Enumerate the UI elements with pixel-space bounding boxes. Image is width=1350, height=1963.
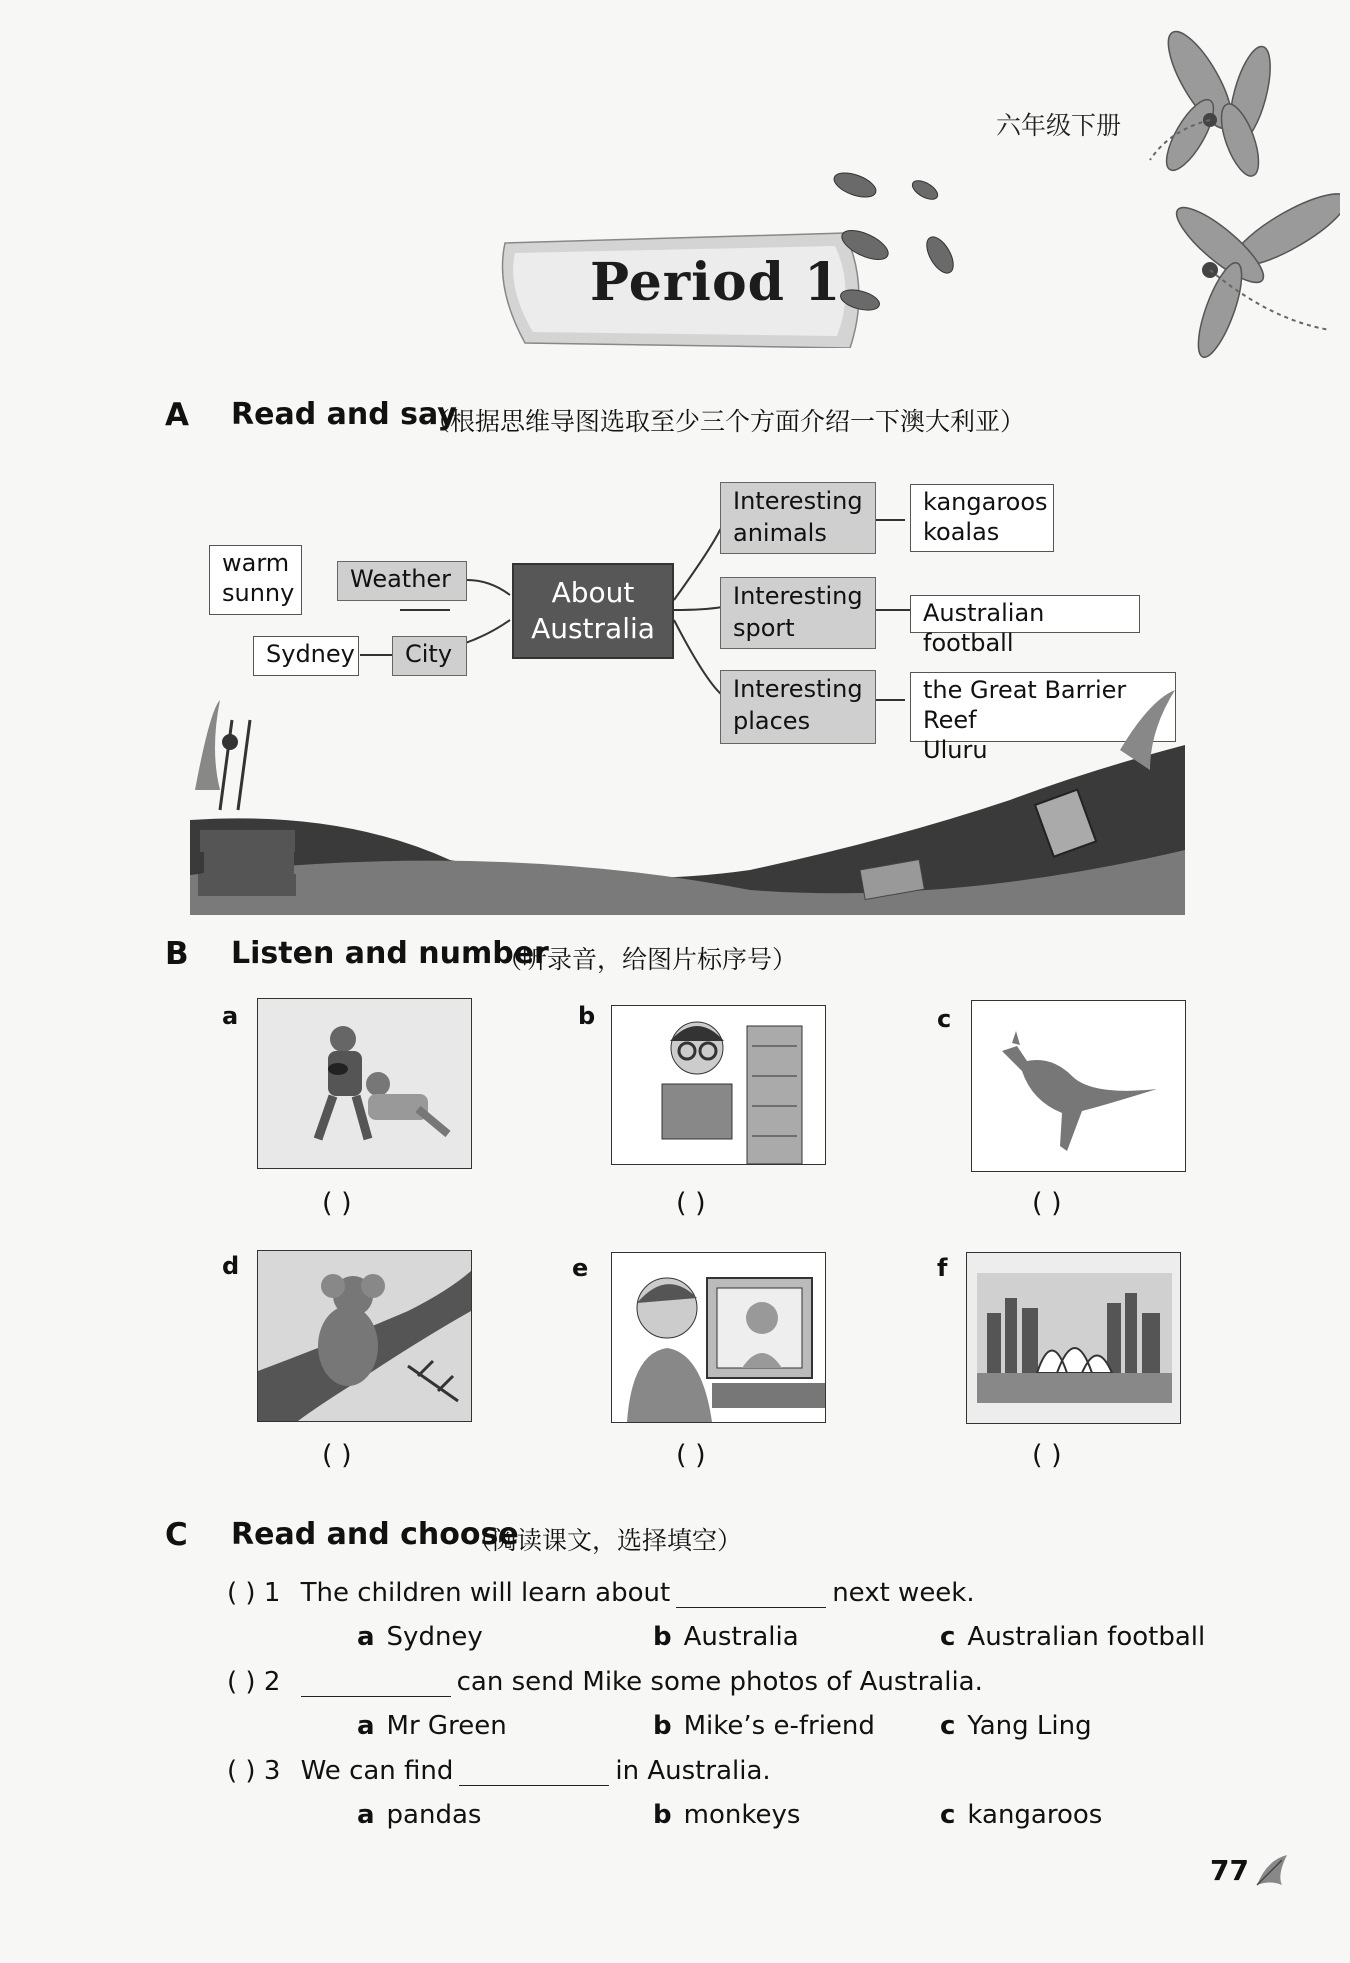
picture-b-reading <box>611 1005 826 1165</box>
picture-b-paren: ( ) <box>676 1188 706 1219</box>
question-3-blank[interactable] <box>459 1761 609 1786</box>
sport-value: Australian football <box>923 599 1045 657</box>
center-line-about: About <box>551 576 635 609</box>
option-letter: a <box>357 1800 375 1830</box>
place-value-uluru: Uluru <box>923 736 988 764</box>
option-text: Australia <box>683 1622 799 1652</box>
picture-a-paren: ( ) <box>322 1188 352 1219</box>
fish-decoration <box>815 160 985 330</box>
city-label: City <box>405 640 453 668</box>
question-2-after: can send Mike some photos of Australia. <box>456 1667 983 1697</box>
animal-value-koalas: koalas <box>923 518 1000 546</box>
animals-line1: Interesting <box>733 487 863 515</box>
option-text: Australian football <box>967 1622 1206 1652</box>
places-line2: places <box>733 707 811 735</box>
section-a-letter: A <box>165 397 189 433</box>
picture-a-rugby <box>257 998 472 1169</box>
option-letter: b <box>653 1711 672 1741</box>
sport-line2: sport <box>733 614 795 642</box>
question-1 <box>227 1578 975 1608</box>
sport-line1: Interesting <box>733 582 863 610</box>
picture-c-kangaroo <box>971 1000 1186 1172</box>
section-a-title: Read and say <box>231 397 457 432</box>
section-a-subtitle: （根据思维导图选取至少三个方面介绍一下澳大利亚） <box>425 407 1026 436</box>
option-text: Mr Green <box>386 1711 507 1741</box>
section-b-letter: B <box>165 936 189 972</box>
option-letter: c <box>940 1622 956 1652</box>
picture-d-paren: ( ) <box>322 1440 352 1471</box>
section-c-letter: C <box>165 1517 188 1553</box>
picture-f-letter: f <box>937 1254 948 1282</box>
animal-value-kangaroos: kangaroos <box>923 488 1048 516</box>
option-letter: b <box>653 1622 672 1652</box>
animals-line2: animals <box>733 519 827 547</box>
question-1-option-c[interactable] <box>940 1622 1205 1652</box>
question-3-after: in Australia. <box>615 1756 771 1786</box>
option-letter: c <box>940 1800 956 1830</box>
question-1-bracket: ( ) 1 <box>227 1578 281 1608</box>
grade-label: 六年级下册 <box>996 111 1122 140</box>
leaf-icon <box>1252 1850 1292 1890</box>
section-b-title: Listen and number <box>231 936 549 971</box>
city-node <box>392 636 467 676</box>
picture-e-paren: ( ) <box>676 1440 706 1471</box>
question-2 <box>227 1667 983 1697</box>
option-text: Yang Ling <box>967 1711 1092 1741</box>
option-text: Sydney <box>386 1622 483 1652</box>
question-2-blank[interactable] <box>301 1672 451 1697</box>
picture-d-koala <box>257 1250 472 1422</box>
option-text: Mike’s e-friend <box>683 1711 875 1741</box>
picture-c-letter: c <box>937 1005 952 1033</box>
question-2-option-a[interactable] <box>357 1711 507 1741</box>
center-line-australia: Australia <box>531 612 655 645</box>
option-letter: a <box>357 1622 375 1652</box>
sport-node <box>720 577 876 649</box>
city-value: Sydney <box>266 640 355 668</box>
question-1-after: next week. <box>832 1578 975 1608</box>
weather-value-sunny: sunny <box>222 579 295 607</box>
picture-a-letter: a <box>222 1002 239 1030</box>
option-text: kangaroos <box>967 1800 1103 1830</box>
section-c-subtitle: （阅读课文，选择填空） <box>467 1526 743 1555</box>
picture-f-sydney-opera-house <box>966 1252 1181 1424</box>
question-2-option-b[interactable] <box>653 1711 875 1741</box>
sport-value-box <box>910 595 1140 657</box>
dragonfly-decoration <box>1130 20 1340 380</box>
picture-f-paren: ( ) <box>1032 1440 1062 1471</box>
picture-c-paren: ( ) <box>1032 1188 1062 1219</box>
question-1-option-b[interactable] <box>653 1622 799 1652</box>
picture-e-video-call <box>611 1252 826 1423</box>
option-letter: a <box>357 1711 375 1741</box>
question-3 <box>227 1756 771 1786</box>
section-b-subtitle: （听录音，给图片标序号） <box>497 945 798 974</box>
question-1-before: The children will learn about <box>300 1578 671 1608</box>
question-2-bracket: ( ) 2 <box>227 1667 281 1697</box>
question-3-option-c[interactable] <box>940 1800 1102 1830</box>
picture-b-letter: b <box>578 1002 596 1030</box>
places-line1: Interesting <box>733 675 863 703</box>
animals-node <box>720 482 876 554</box>
option-letter: c <box>940 1711 956 1741</box>
weather-values-box <box>209 545 302 615</box>
option-text: monkeys <box>683 1800 801 1830</box>
weather-value-warm: warm <box>222 549 290 577</box>
animals-values-box <box>910 484 1054 552</box>
question-2-option-c[interactable] <box>940 1711 1092 1741</box>
option-letter: b <box>653 1800 672 1830</box>
picture-d-letter: d <box>222 1252 240 1280</box>
question-1-option-a[interactable] <box>357 1622 483 1652</box>
question-3-option-b[interactable] <box>653 1800 800 1830</box>
picture-e-letter: e <box>572 1254 589 1282</box>
option-text: pandas <box>386 1800 482 1830</box>
question-1-blank[interactable] <box>676 1583 826 1608</box>
place-value-reef: the Great Barrier Reef <box>923 676 1127 734</box>
hill-scene-illustration <box>190 690 1190 915</box>
section-c-title: Read and choose <box>231 1517 519 1552</box>
question-3-bracket: ( ) 3 <box>227 1756 281 1786</box>
weather-node <box>337 561 467 601</box>
question-3-option-a[interactable] <box>357 1800 481 1830</box>
question-3-before: We can find <box>300 1756 454 1786</box>
center-node <box>512 563 674 659</box>
city-value-box <box>253 636 359 676</box>
page-number: 77 <box>1210 1854 1249 1887</box>
weather-label: Weather <box>350 565 452 593</box>
period-title: Period 1 <box>590 252 842 313</box>
